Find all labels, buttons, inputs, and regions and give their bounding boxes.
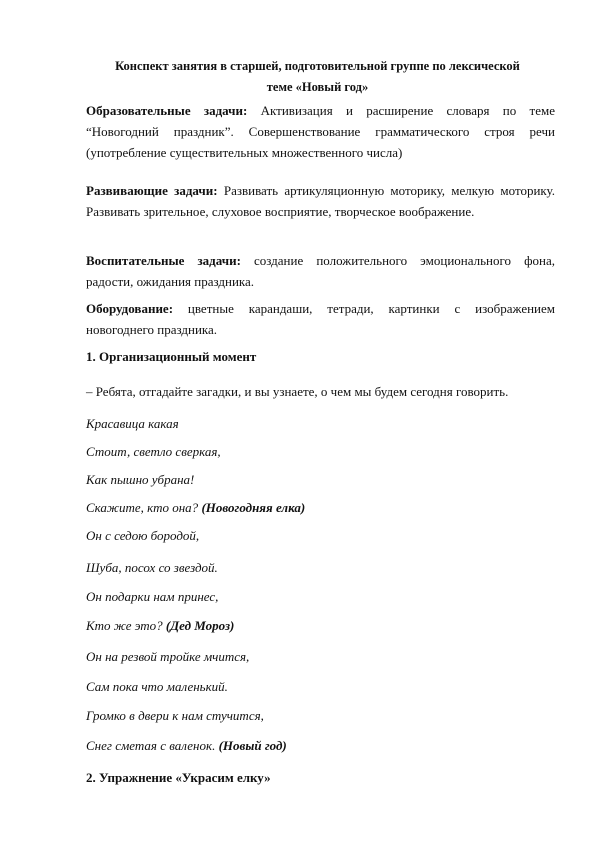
section-1-heading: 1. Организационный момент (86, 349, 257, 364)
document-title (80, 56, 555, 98)
developmental-goals-label: Развивающие задачи: (86, 183, 218, 198)
title-line-1: Конспект занятия в старшей, подготовительной группе по лексической (115, 59, 520, 73)
upbringing-goals-text: создание положительного эмоционального фона, радости, ожидания праздника. (86, 253, 555, 289)
riddle-line: Снег сметая с валенок. (Новый год) (86, 738, 287, 753)
riddle-line: Стоит, светло сверкая, (86, 444, 221, 459)
upbringing-goals-paragraph (86, 250, 555, 292)
upbringing-goals-label: Воспитательные задачи: (86, 253, 241, 268)
riddle-answer: (Новогодняя елка) (201, 500, 306, 515)
riddle-line: Шуба, посох со звездой. (86, 560, 218, 575)
riddle-line: Он с седою бородой, (86, 528, 200, 543)
section-2-heading: 2. Упражнение «Украсим елку» (86, 770, 271, 785)
equipment-paragraph (86, 298, 555, 340)
equipment-text: цветные карандаши, тетради, картинки с изображением новогоднего праздника. (86, 301, 555, 337)
riddle-answer: (Дед Мороз) (165, 618, 235, 633)
riddle-line: Как пышно убрана! (86, 472, 195, 487)
educational-goals-text: Активизация и расширение словаря по теме “Новогодний праздник”. Совершенствование грамматического строя речи (употребление существительных множественного числа) (86, 103, 555, 160)
developmental-goals-text: Развивать артикуляционную моторику, мелкую моторику. Развивать зрительное, слуховое восприятие, творческое воображение. (86, 183, 556, 219)
riddle-answer: (Новый год) (218, 738, 287, 753)
developmental-goals-paragraph (86, 180, 555, 222)
title-line-2: теме «Новый год» (266, 80, 369, 94)
riddle-line: Он на резвой тройке мчится, (86, 649, 250, 664)
riddle-line: Кто же это? (Дед Мороз) (86, 618, 235, 633)
educational-goals-paragraph (86, 100, 555, 163)
riddle-line: Скажите, кто она? (Новогодняя елка) (86, 500, 306, 515)
riddle-line: Громко в двери к нам стучится, (86, 708, 264, 723)
riddle-line: Он подарки нам принес, (86, 589, 219, 604)
equipment-label: Оборудование: (86, 301, 174, 316)
section-1-intro: – Ребята, отгадайте загадки, и вы узнаете, о чем мы будем сегодня говорить. (86, 384, 509, 399)
educational-goals-label: Образовательные задачи: (86, 103, 248, 118)
riddle-line: Сам пока что маленький. (86, 679, 228, 694)
riddle-line: Красавица какая (86, 416, 179, 431)
